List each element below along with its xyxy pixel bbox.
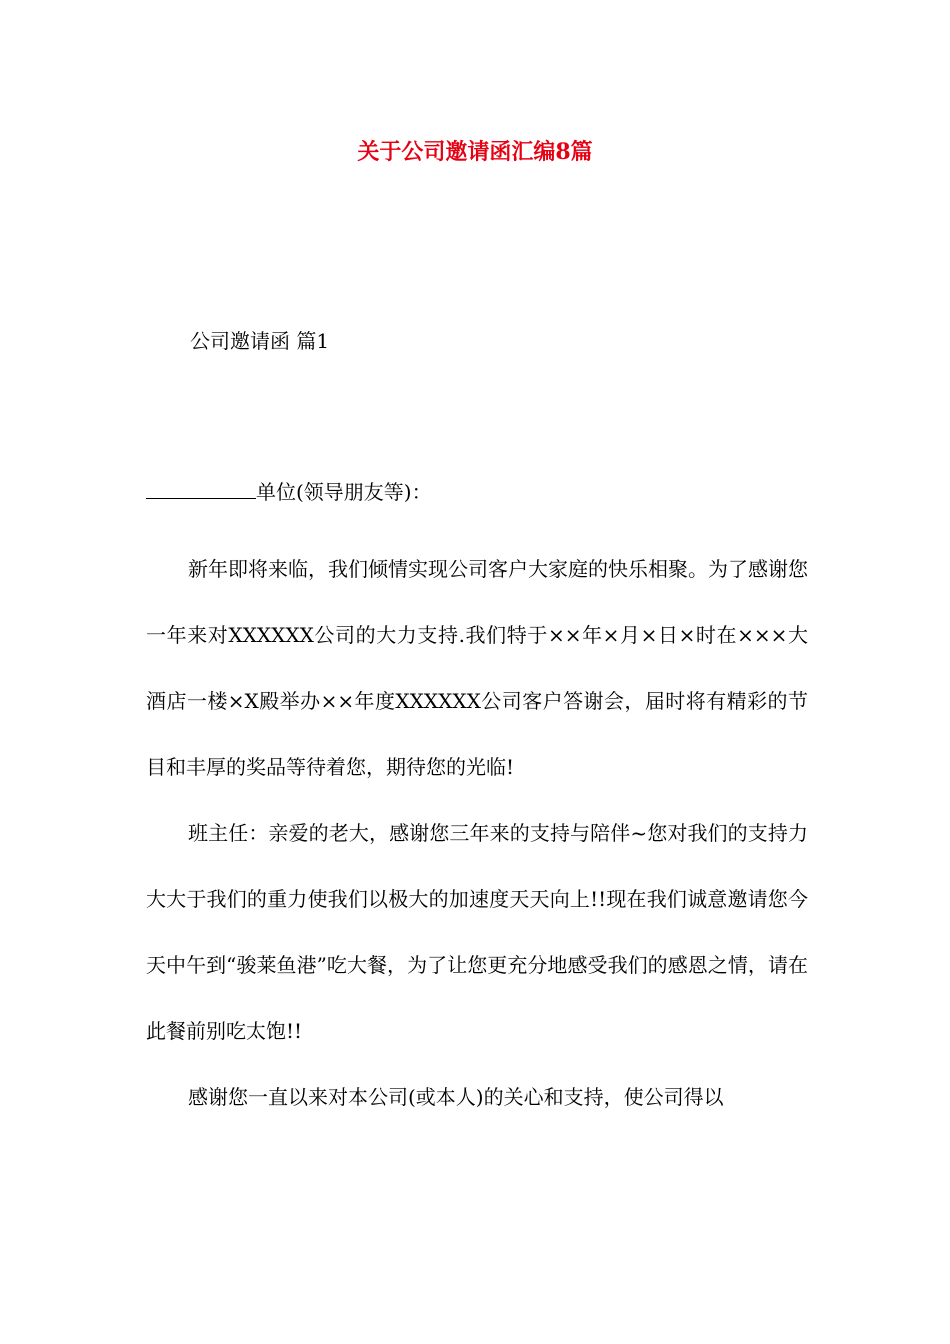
document-body bbox=[146, 536, 808, 1130]
paragraph: 班主任：亲爱的老大，感谢您三年来的支持与陪伴~您对我们的支持力大大于我们的重力使我们以极大的加速度天天向上!!现在我们诚意邀请您今天中午到“骏莱鱼港”吃大餐，为了让您更充分地感受我们的感恩之情，请在此餐前别吃太饱!! bbox=[146, 821, 808, 1043]
paragraph: 感谢您一直以来对本公司(或本人)的关心和支持，使公司得以 bbox=[188, 1085, 724, 1109]
recipient-blank-line bbox=[146, 476, 256, 499]
salutation bbox=[146, 476, 432, 508]
section-heading: 公司邀请函 篇1 bbox=[190, 329, 330, 353]
document-title: 关于公司邀请函汇编8篇 bbox=[357, 139, 593, 165]
salutation-text: 单位(领导朋友等)： bbox=[256, 480, 432, 504]
paragraph: 新年即将来临，我们倾情实现公司客户大家庭的快乐相聚。为了感谢您一年来对XXXXXX公司的大力支持.我们特于××年×月×日×时在×××大酒店一楼×X殿举办××年度XXXXXX公司客户答谢会，届时将有精彩的节目和丰厚的奖品等待着您，期待您的光临! bbox=[146, 557, 808, 779]
